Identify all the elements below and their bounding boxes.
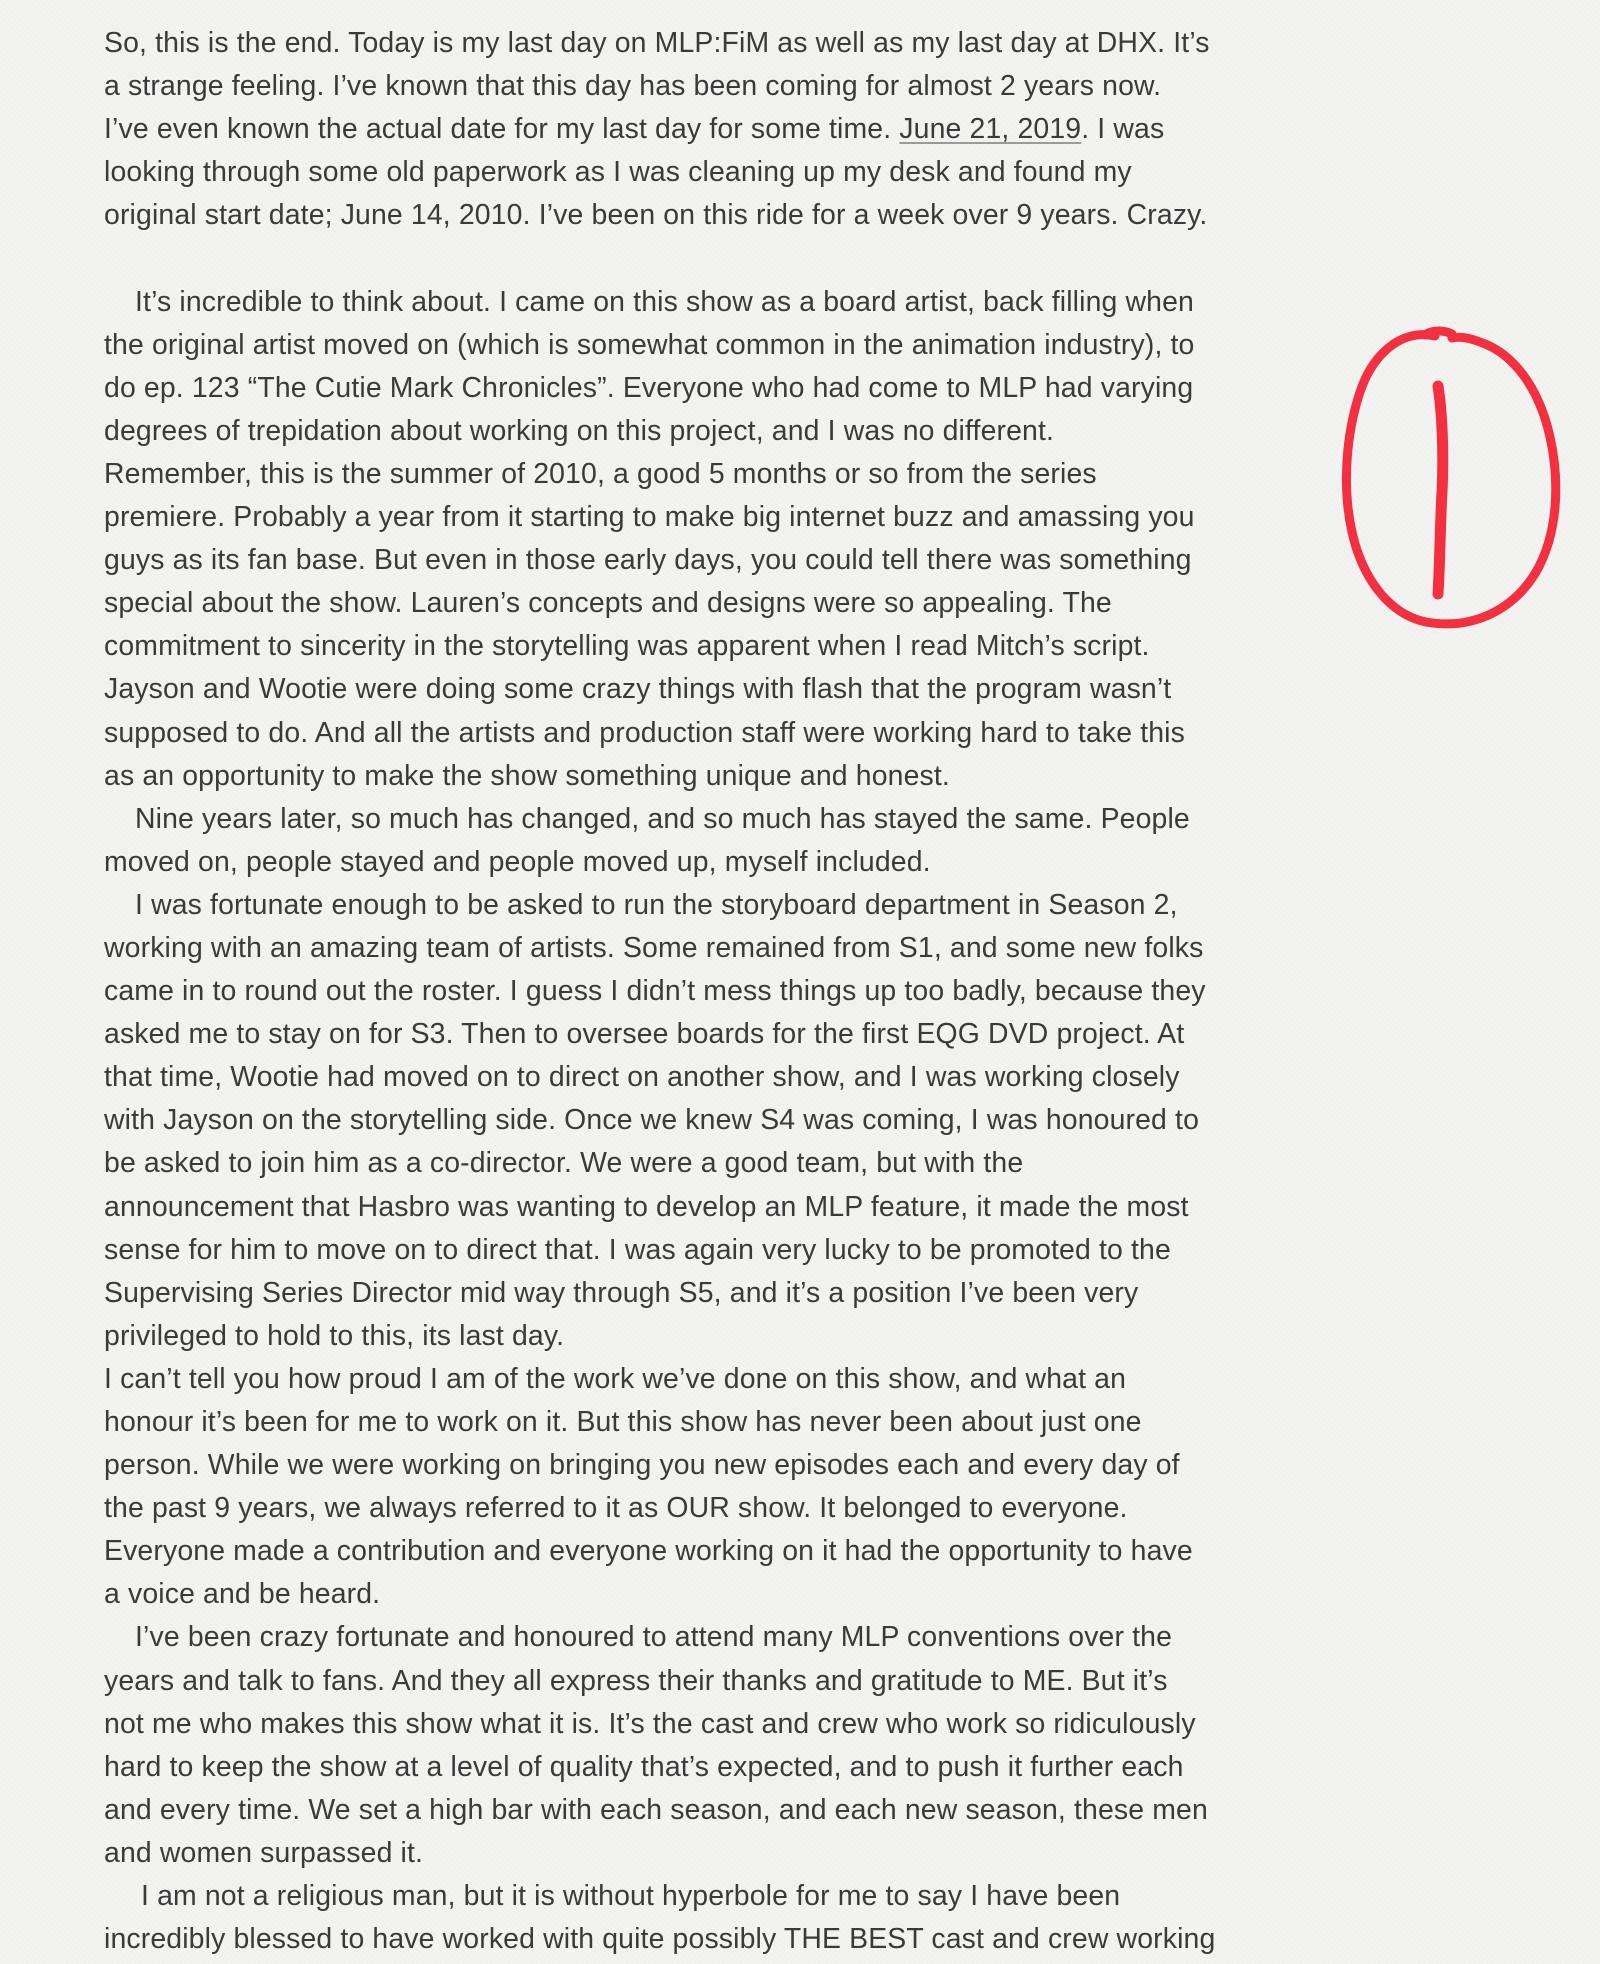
text-line: asked me to stay on for S3. Then to oversee boards for the first EQG DVD project. At — [104, 1018, 1185, 1051]
text-line: working with an amazing team of artists. Some remained from S1, and some new folks — [104, 931, 1204, 964]
text-line: privileged to hold to this, its last day. — [104, 1319, 565, 1352]
text-line: moved on, people stayed and people moved up, myself included. — [104, 845, 931, 878]
text-line: a voice and be heard. — [104, 1578, 381, 1611]
text-line: announcement that Hasbro was wanting to develop an MLP feature, it made the most — [104, 1190, 1189, 1223]
text-line: a strange feeling. I’ve known that this day has been coming for almost 2 years now. — [104, 70, 1162, 103]
text-line: with Jayson on the storytelling side. Once we knew S4 was coming, I was honoured to — [104, 1104, 1200, 1137]
circle-overlap — [1426, 331, 1452, 334]
text-line: be asked to join him as a co-director. We were a good team, but with the — [104, 1147, 1024, 1180]
text-line: I can’t tell you how proud I am of the work we’ve done on this show, and what an — [104, 1362, 1127, 1395]
text-line: I am not a religious man, but it is without hyperbole for me to say I have been — [141, 1880, 1121, 1913]
text-line: Supervising Series Director mid way through S5, and it’s a position I’ve been very — [104, 1276, 1139, 1309]
text-line: the past 9 years, we always referred to it as OUR show. It belonged to everyone. — [104, 1492, 1128, 1525]
text-line: sense for him to move on to direct that. I was again very lucky to be promoted to the — [104, 1233, 1171, 1266]
text-line: years and talk to fans. And they all express their thanks and gratitude to ME. But it’s — [104, 1664, 1168, 1697]
text-line: incredibly blessed to have worked with quite possibly THE BEST cast and crew working — [104, 1923, 1216, 1956]
numeral-stroke — [1438, 386, 1443, 594]
text-fragment: . I was — [1081, 113, 1165, 146]
text-line — [104, 108, 1344, 151]
last-day-date: June 21, 2019 — [899, 113, 1082, 146]
text-line: premiere. Probably a year from it starting to make big internet buzz and amassing you — [104, 501, 1195, 534]
text-line: came in to round out the roster. I guess I didn’t mess things up too badly, because they — [104, 975, 1206, 1008]
text-line: person. While we were working on bringing you new episodes each and every day of — [104, 1449, 1180, 1482]
handwritten-page-number — [1330, 322, 1570, 642]
text-line: Jayson and Wootie were doing some crazy things with flash that the program wasn’t — [104, 673, 1172, 706]
text-line: So, this is the end. Today is my last day on MLP:FiM as well as my last day at DHX. It’s — [104, 27, 1210, 59]
text-line: as an opportunity to make the show something unique and honest. — [104, 759, 950, 792]
text-line: not me who makes this show what it is. It’s the cast and crew who work so ridiculously — [104, 1707, 1196, 1740]
text-line: special about the show. Lauren’s concepts and designs were so appealing. The — [104, 587, 1112, 620]
text-line: do ep. 123 “The Cutie Mark Chronicles”. Everyone who had come to MLP had varying — [104, 371, 1194, 404]
text-line: I was fortunate enough to be asked to run the storyboard department in Season 2, — [135, 888, 1178, 921]
text-line: and every time. We set a high bar with each season, and each new season, these men — [104, 1793, 1208, 1826]
letter-text — [104, 22, 1344, 1961]
text-line: I’ve been crazy fortunate and honoured to attend many MLP conventions over the — [135, 1621, 1173, 1654]
text-line: and women surpassed it. — [104, 1836, 424, 1869]
text-line: It’s incredible to think about. I came on this show as a board artist, back filling when — [135, 285, 1194, 318]
text-line: guys as its fan base. But even in those early days, you could tell there was something — [104, 544, 1192, 577]
text-line: Everyone made a contribution and everyone working on it had the opportunity to have — [104, 1535, 1193, 1568]
text-fragment: I’ve even known the actual date for my last day for some time. — [104, 113, 900, 146]
text-line: honour it’s been for me to work on it. But this show has never been about just one — [104, 1406, 1142, 1438]
paragraph-gap — [104, 237, 1344, 280]
text-line: that time, Wootie had moved on to direct on another show, and I was working closely — [104, 1061, 1180, 1094]
text-line: supposed to do. And all the artists and production staff were working hard to take this — [104, 716, 1185, 749]
circle-stroke — [1346, 335, 1555, 624]
text-line: hard to keep the show at a level of quality that’s expected, and to push it further each — [104, 1750, 1184, 1783]
text-line: degrees of trepidation about working on this project, and I was no different. — [104, 414, 1055, 447]
text-line: looking through some old paperwork as I was cleaning up my desk and found my — [104, 156, 1132, 189]
text-line: commitment to sincerity in the storytelling was apparent when I read Mitch’s script. — [104, 630, 1150, 663]
text-line: Remember, this is the summer of 2010, a good 5 months or so from the series — [104, 457, 1097, 490]
text-line: the original artist moved on (which is somewhat common in the animation industry), to — [104, 328, 1195, 361]
text-line: original start date; June 14, 2010. I’ve been on this ride for a week over 9 years. Crazy. — [104, 199, 1208, 232]
text-line: Nine years later, so much has changed, and so much has stayed the same. People — [135, 802, 1190, 835]
